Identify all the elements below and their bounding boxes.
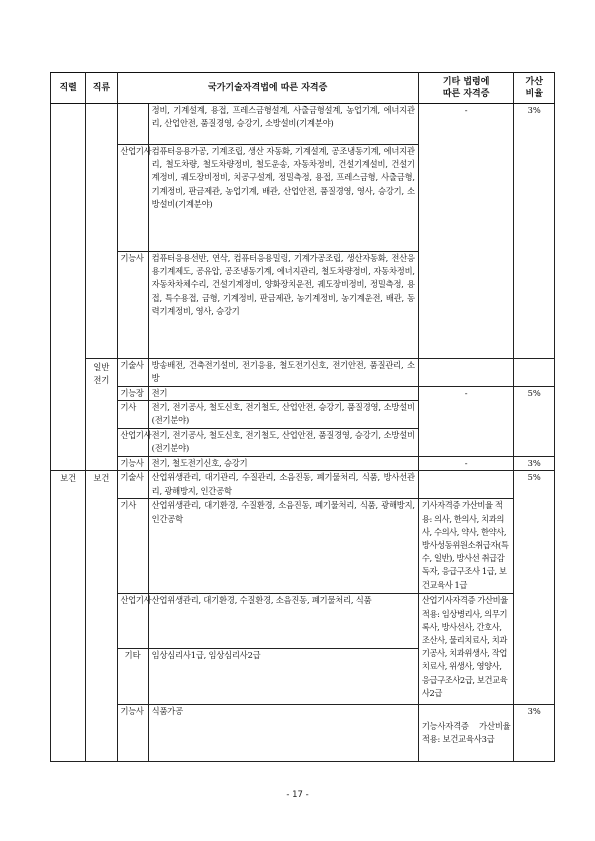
qualification-list: 임상심리사1급, 임상심리사2급 bbox=[148, 649, 418, 705]
qualification-list: 전기, 전기공사, 철도신호, 전기철도, 산업안전, 품질경영, 승강기, 소방설비(전기분야) bbox=[148, 429, 418, 457]
table-row bbox=[51, 387, 555, 401]
page-number: - 17 - bbox=[286, 790, 309, 800]
other-qualification: 기사자격증 가산비율 적용: 의사, 한의사, 치과의사, 수의사, 약사, 한약사, 방사성동위원소취급자(특수, 일반), 방사선 취급감독자, 응급구조사 1급, 보건교육사 1급 bbox=[418, 499, 514, 594]
qualification-list: 컴퓨터응용선반, 연삭, 컴퓨터응용밀링, 기계가공조립, 생산자동화, 전산응용기계제도, 공유압, 공조냉동기계, 에너지관리, 철도차량정비, 자동차정비, 자동차차체수리, 건설기계정비, 양화장치운전, 궤도장비정비, 정밀측정, 용접, 특수용접, 금형, 기계정비, 판금제관, 농기계정비, 농기계운전, 배관, 동력기계정비, 영사, 승강기 bbox=[148, 252, 418, 359]
qualification-list: 컴퓨터응용가공, 기계조립, 생산 자동화, 기계설계, 공조냉동기계, 에너지관리, 철도차량, 철도차량정비, 철도운송, 자동차정비, 건설기계설비, 건설기계정비, 궤도장비정비, 치공구설계, 정밀측정, 용접, 프레스금형, 사출금형, 기계정비, 판금제관, 농업기계, 배관, 산업안전, 품질경영, 영사, 승강기, 소방설비(기계분야) bbox=[148, 145, 418, 252]
header-subtype: 직류 bbox=[86, 73, 117, 104]
header-bonus-rate: 가산 비율 bbox=[514, 73, 555, 104]
other-qualification: - bbox=[418, 457, 514, 471]
table-row bbox=[51, 471, 555, 499]
table-row bbox=[51, 359, 555, 387]
table-row bbox=[51, 705, 555, 762]
qualification-list: 전기, 전기공사, 철도신호, 전기철도, 산업안전, 승강기, 품질경영, 소방설비(전기분야) bbox=[148, 401, 418, 429]
table-row bbox=[51, 499, 555, 594]
grade-label: 기능사 bbox=[117, 705, 148, 762]
other-qualification: - bbox=[418, 104, 514, 359]
qualification-list: 산업위생관리, 대기환경, 수질환경, 소음진동, 폐기물처리, 식품, 광해방지, 인간공학 bbox=[148, 499, 418, 594]
table-row bbox=[51, 594, 555, 649]
subtype-label: 보건 bbox=[86, 471, 117, 762]
grade-label: 기사 bbox=[117, 499, 148, 594]
header-row bbox=[51, 73, 555, 104]
grade-label: 산업기사 bbox=[117, 145, 148, 252]
qualification-list: 전기 bbox=[148, 387, 418, 401]
grade-label: 기능사 bbox=[117, 252, 148, 359]
bonus-rate: 3% bbox=[514, 104, 555, 359]
bonus-rate: 3% bbox=[514, 457, 555, 471]
qualification-table bbox=[50, 72, 555, 762]
other-qualification: - bbox=[418, 387, 514, 457]
grade-label: 산업기사 bbox=[117, 429, 148, 457]
qualification-list: 정비, 기계설계, 용접, 프레스금형설계, 사출금형설계, 농업기계, 에너지관리, 산업안전, 품질경영, 승강기, 소방설비(기계분야) bbox=[148, 104, 418, 145]
header-other-qualifications: 기타 법령에 따른 자격증 bbox=[418, 73, 514, 104]
subtype-label: 일반 전기 bbox=[86, 359, 117, 471]
table-row bbox=[51, 457, 555, 471]
grade-label: 기능장 bbox=[117, 387, 148, 401]
grade-label: 기사 bbox=[117, 401, 148, 429]
grade-label: 산업기사 bbox=[117, 594, 148, 649]
bonus-rate: 3% bbox=[514, 705, 555, 762]
bonus-rate: 5% bbox=[514, 387, 555, 457]
other-qualification: 산업기사자격증 가산비율 적용: 임상병리사, 의무기록사, 방사선사, 간호사, 조산사, 물리치료사, 치과기공사, 치과위생사, 작업치료사, 위생사, 영양사, 응급구조사2급, 보건교육사2급 bbox=[418, 594, 514, 705]
bonus-rate: 5% bbox=[514, 471, 555, 705]
header-national-qualifications: 국가기술자격법에 따른 자격증 bbox=[117, 73, 418, 104]
qualification-list: 식품가공 bbox=[148, 705, 418, 762]
qualification-list: 방송배전, 건축전기설비, 전기응용, 철도전기신호, 전기안전, 품질관리, 소방 bbox=[148, 359, 418, 387]
qualification-list: 산업위생관리, 대기관리, 수질관리, 소음진동, 폐기물처리, 식품, 방사선관리, 광해방지, 인간공학 bbox=[148, 471, 418, 499]
grade-label: 기술사 bbox=[117, 471, 148, 499]
grade-label: 기능사 bbox=[117, 457, 148, 471]
grade-label: 기술사 bbox=[117, 359, 148, 387]
table-row bbox=[51, 104, 555, 145]
header-series: 직렬 bbox=[51, 73, 86, 104]
other-qualification: 기능사자격증 가산비율 적용: 보건교육사3급 bbox=[418, 705, 514, 762]
series-label: 보건 bbox=[51, 471, 86, 762]
qualification-list: 전기, 철도전기신호, 승강기 bbox=[148, 457, 418, 471]
qualification-list: 산업위생관리, 대기환경, 수질환경, 소음진동, 폐기물처리, 식품 bbox=[148, 594, 418, 649]
grade-label: 기타 bbox=[117, 649, 148, 705]
